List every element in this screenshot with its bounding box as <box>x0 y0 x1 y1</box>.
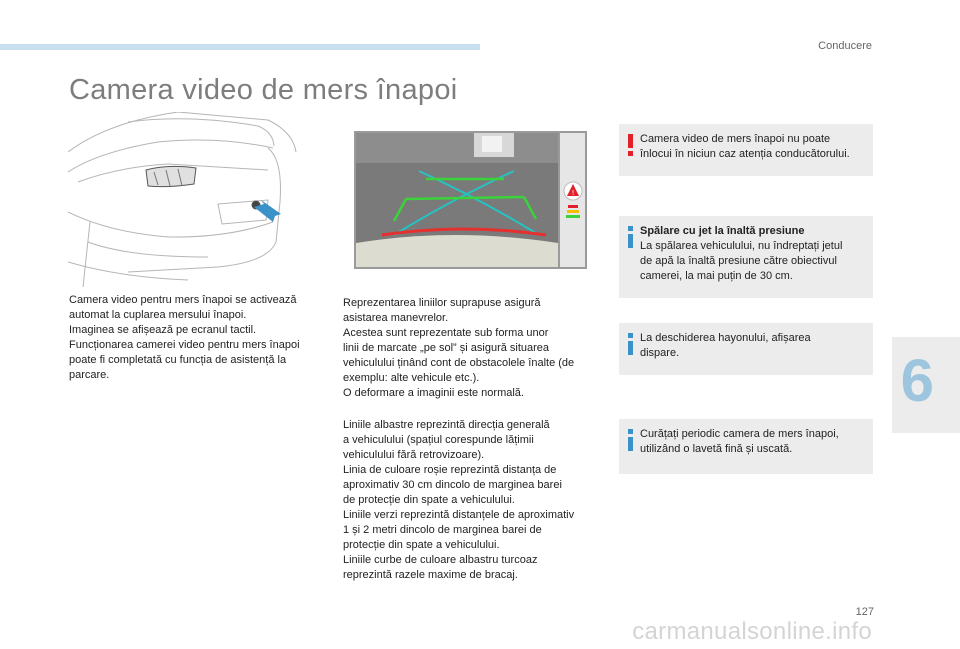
text-line: vehiculului ținând cont de obstacolele înalte (de <box>343 357 575 369</box>
warning-note <box>619 124 873 176</box>
text-line: dispare. <box>640 347 680 359</box>
text-line: poate fi completată cu funcția de asistență la <box>69 354 287 366</box>
chapter-number: 6 <box>900 347 934 414</box>
text-line: Imaginea se afișează pe ecranul tactil. <box>69 324 257 336</box>
watermark: carmanualsonline.info <box>632 618 872 645</box>
section-label: Conducere <box>818 40 872 52</box>
page-title: Camera video de mers înapoi <box>69 74 458 106</box>
text-line: Camera video de mers înapoi nu poate <box>640 133 831 145</box>
header-accent-bar <box>0 44 480 50</box>
text-line: 1 și 2 metri dincolo de marginea barei de <box>343 524 542 536</box>
info-icon <box>625 333 636 355</box>
text-line: linii de marcate „pe sol” și asigură situarea <box>343 342 550 354</box>
text-line: La spălarea vehiculului, nu îndreptați jetul <box>640 240 843 252</box>
line-colors-text <box>343 418 608 583</box>
rear-camera-display-illustration <box>354 131 587 269</box>
text-line: înlocui în niciun caz atenția conducătorului. <box>640 148 850 160</box>
text-line: automat la cuplarea mersului înapoi. <box>69 309 247 321</box>
text-line: utilizând o lavetă fină și uscată. <box>640 443 793 455</box>
text-line: Camera video pentru mers înapoi se activează <box>69 294 297 306</box>
page-number: 127 <box>855 606 874 618</box>
text-line: La deschiderea hayonului, afișarea <box>640 332 811 344</box>
text-line: de apă la înaltă presiune către obiectivul <box>640 255 837 267</box>
text-line: Curățați periodic camera de mers înapoi, <box>640 428 839 440</box>
overlay-lines-text <box>343 296 608 401</box>
warning-exclamation-icon <box>625 134 636 156</box>
note-title: Spălare cu jet la înaltă presiune <box>640 225 805 237</box>
svg-text:!: ! <box>571 189 575 197</box>
text-line: Acestea sunt reprezentate sub forma unor <box>343 327 549 339</box>
text-line: Liniile curbe de culoare albastru turcoaz <box>343 554 538 566</box>
text-line: protecție din spate a vehiculului. <box>343 539 500 551</box>
text-line: a vehiculului (spațiul corespunde lățimii <box>343 434 534 446</box>
info-icon <box>625 226 636 248</box>
car-rear-illustration <box>68 112 298 287</box>
text-line: reprezintă razele maxime de bracaj. <box>343 569 518 581</box>
text-line: vehiculului fără retrovizoare). <box>343 449 485 461</box>
text-line: aproximativ 30 cm dincolo de marginea barei <box>343 479 562 491</box>
info-icon <box>625 429 636 451</box>
text-line: camerei, la mai puțin de 30 cm. <box>640 270 793 282</box>
text-line: asistarea manevrelor. <box>343 312 449 324</box>
text-line: Liniile verzi reprezintă distanțele de aproximativ <box>343 509 575 521</box>
text-line: Linia de culoare roșie reprezintă distanța de <box>343 464 557 476</box>
text-line: O deformare a imaginii este normală. <box>343 387 524 399</box>
text-line: Liniile albastre reprezintă direcția generală <box>343 419 550 431</box>
text-line: Reprezentarea liniilor suprapuse asigură <box>343 297 541 309</box>
text-line: parcare. <box>69 369 110 381</box>
intro-text <box>69 293 334 383</box>
text-line: de protecție din spate a vehiculului. <box>343 494 515 506</box>
pressure-washing-note <box>619 216 873 298</box>
text-line: exemplu: alte vehicule etc.). <box>343 372 480 384</box>
tailgate-note <box>619 323 873 375</box>
cleaning-note <box>619 419 873 474</box>
text-line: Funcționarea camerei video pentru mers înapoi <box>69 339 300 351</box>
